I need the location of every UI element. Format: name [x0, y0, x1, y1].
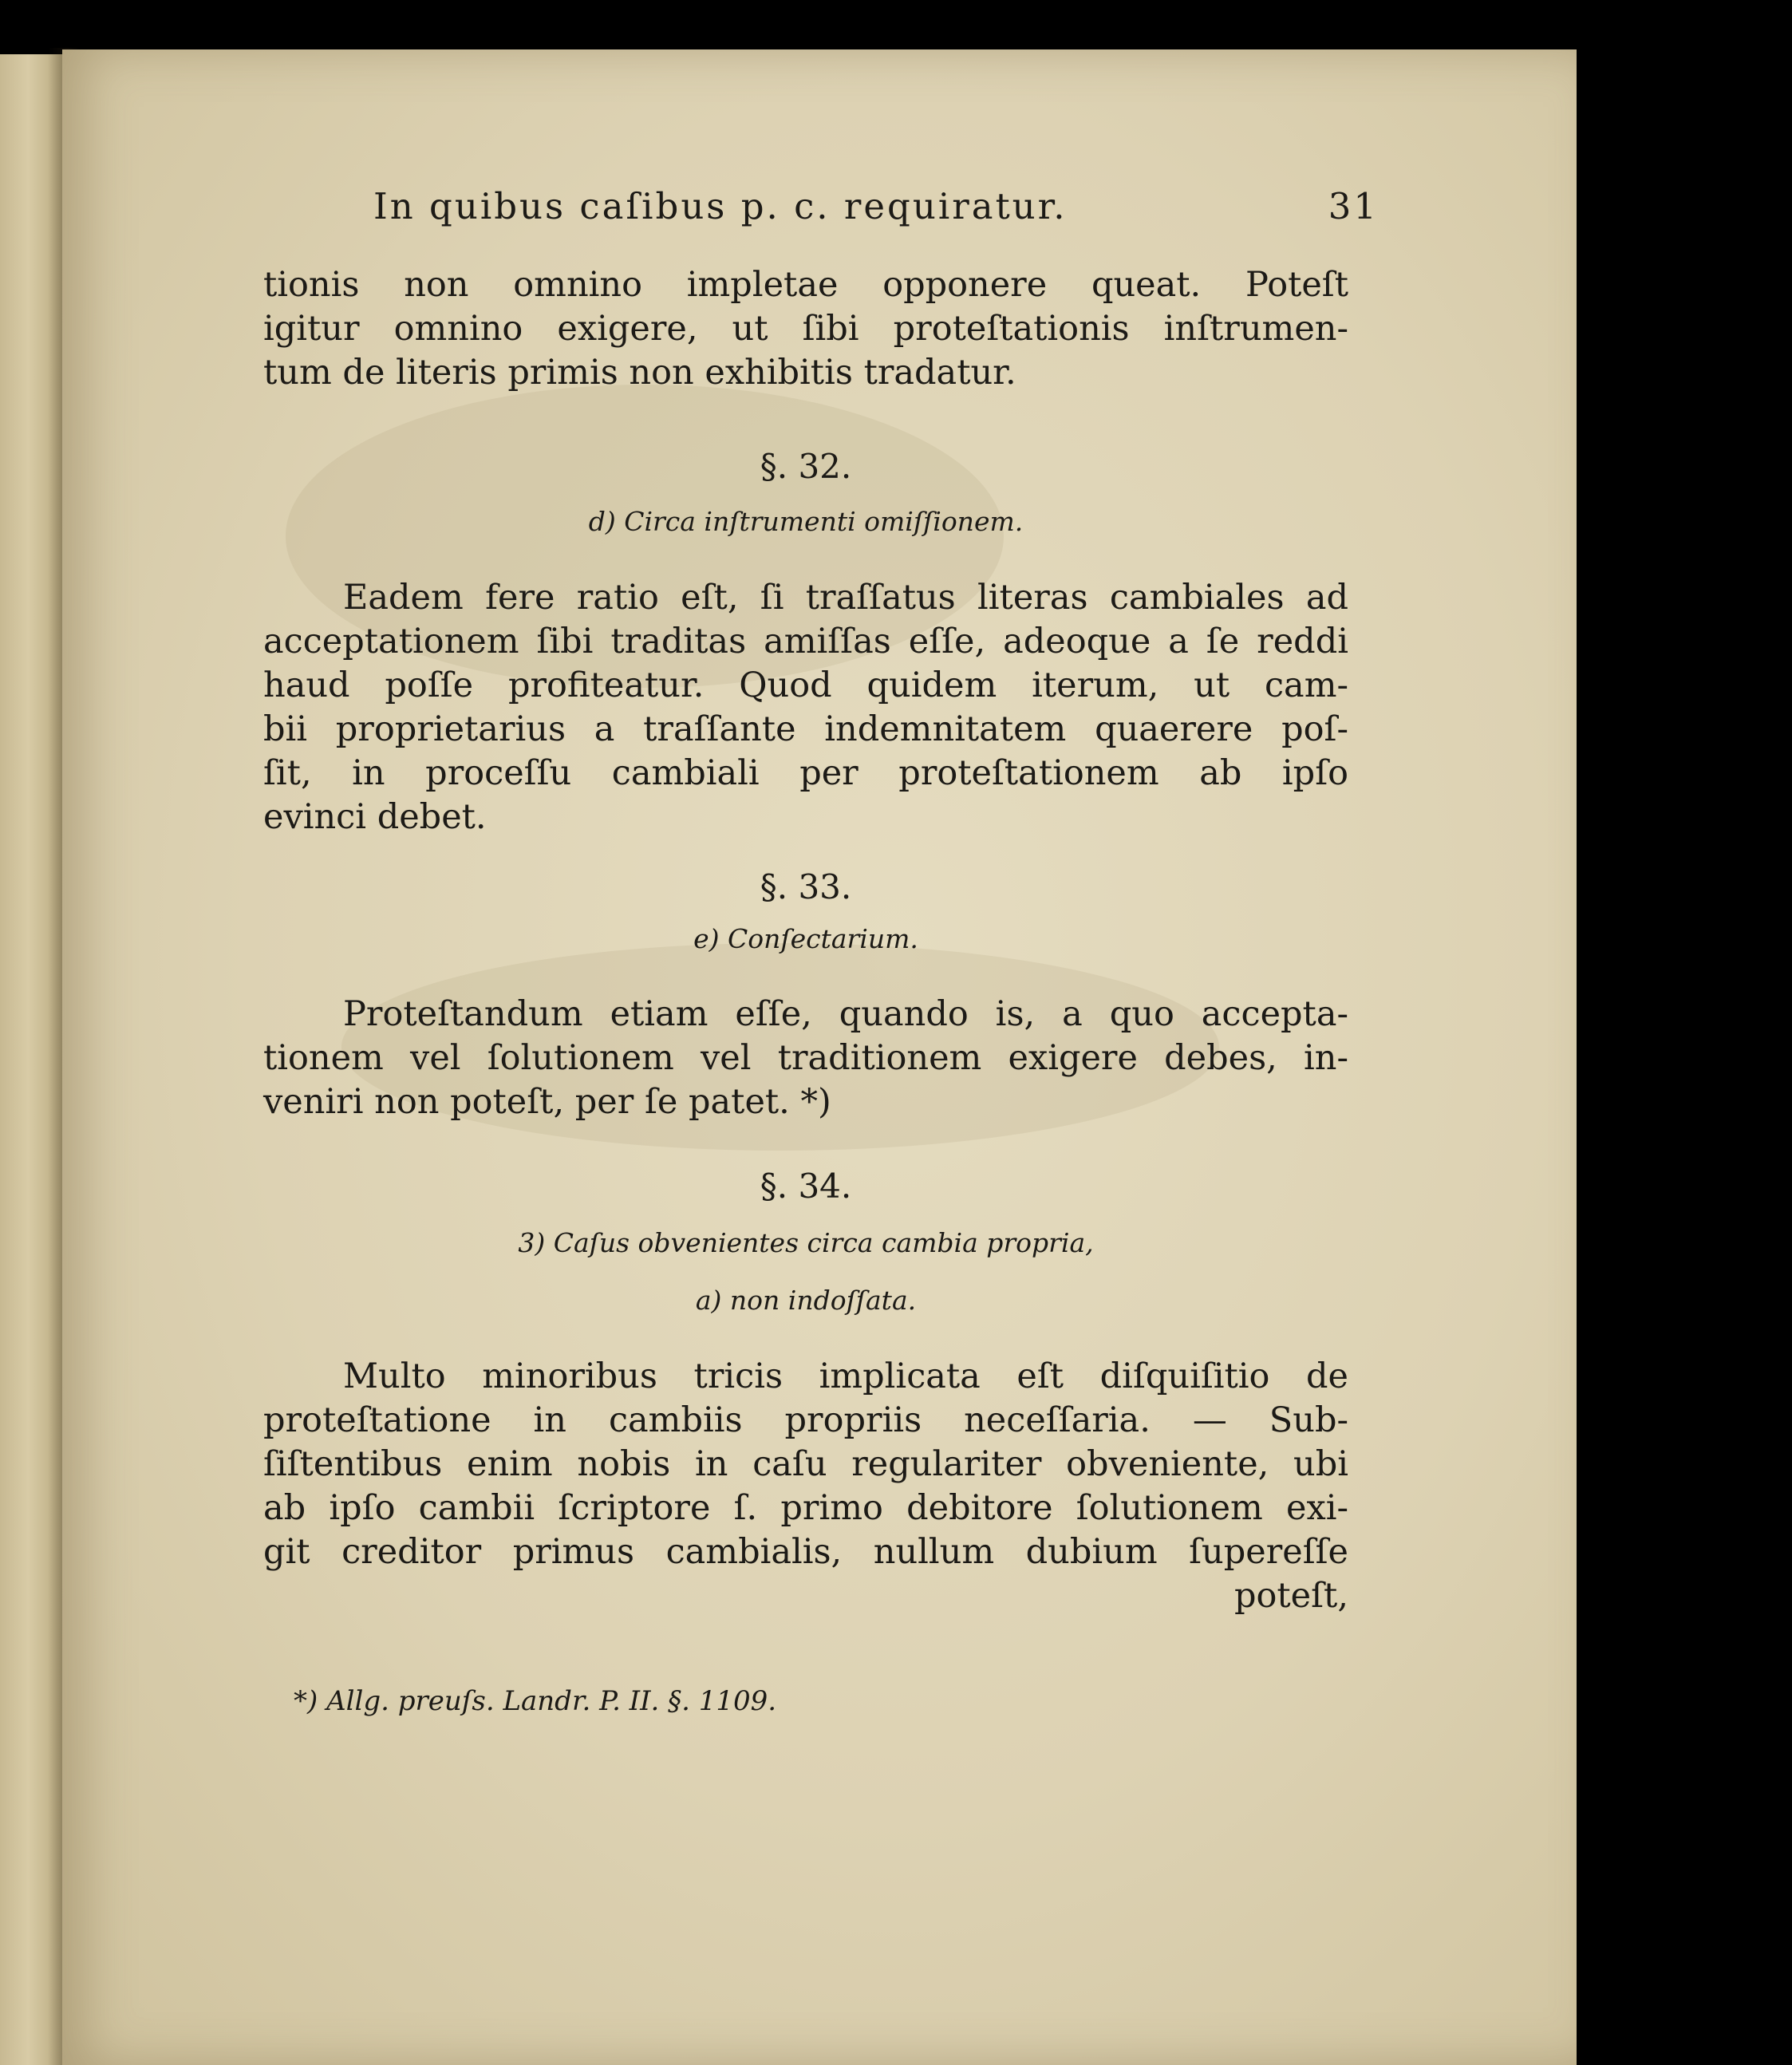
section-mark-34: §. 34.	[760, 1167, 852, 1206]
text-line: veniri non poteſt, per ſe patet. *)	[263, 1082, 831, 1122]
section-heading-33: e) Conſectarium.	[693, 923, 918, 954]
text-line: tionem vel ſolutionem vel traditionem exigere debes, in-	[263, 1038, 1348, 1078]
paragraph-1	[263, 263, 1348, 395]
text-line: ſit, in proceſſu cambiali per proteſtationem ab ipſo	[263, 753, 1348, 793]
running-head	[373, 185, 1379, 227]
text-line: ab ipſo cambii ſcriptore ſ. primo debitore ſolutionem exi-	[263, 1488, 1348, 1528]
section-heading-32: d) Circa inſtrumenti omiſſionem.	[588, 506, 1024, 537]
text-line: Multo minoribus tricis implicata eſt diſquiſitio de	[343, 1356, 1348, 1396]
running-head-title: In quibus caſibus p. c. requiratur.	[373, 185, 1068, 227]
section-mark-32: §. 32.	[760, 447, 852, 486]
text-line: haud poſſe profiteatur. Quod quidem iterum, ut cam-	[263, 665, 1348, 705]
text-line: poteſt,	[1233, 1576, 1348, 1616]
section-subheading-34: a) non indoſſata.	[695, 1285, 917, 1316]
section-mark-33: §. 33.	[760, 867, 852, 906]
text-line: evinci debet.	[263, 797, 487, 837]
text-line: proteſtatione in cambiis propriis neceſſaria. — Sub-	[263, 1400, 1348, 1440]
paragraph-2	[263, 576, 1348, 839]
section-heading-34: 3) Caſus obvenientes circa cambia propria,	[518, 1227, 1094, 1258]
text-line: git creditor primus cambialis, nullum dubium ſupereſſe	[263, 1532, 1348, 1572]
paragraph-4	[263, 1355, 1348, 1618]
footnote: *) Allg. preuſs. Landr. P. II. §. 1109.	[294, 1685, 777, 1717]
text-line: igitur omnino exigere, ut ſibi proteſtationis inſtrumen-	[263, 309, 1348, 349]
text-line: Eadem fere ratio eſt, ſi traſſatus literas cambiales ad	[343, 578, 1348, 618]
book-page	[62, 49, 1577, 2065]
text-line: acceptationem ſibi traditas amiſſas eſſe, adeoque a ſe reddi	[263, 622, 1348, 661]
text-line: tionis non omnino impletae opponere queat. Poteſt	[263, 265, 1348, 305]
text-line: Proteſtandum etiam eſſe, quando is, a quo accepta-	[343, 994, 1348, 1034]
page-number: 31	[1328, 185, 1379, 227]
paragraph-3	[263, 993, 1348, 1124]
text-line: bii proprietarius a traſſante indemnitatem quaerere poſ-	[263, 709, 1348, 749]
text-line: ſiſtentibus enim nobis in caſu regulariter obveniente, ubi	[263, 1444, 1348, 1484]
text-line: tum de literis primis non exhibitis tradatur.	[263, 353, 1016, 393]
